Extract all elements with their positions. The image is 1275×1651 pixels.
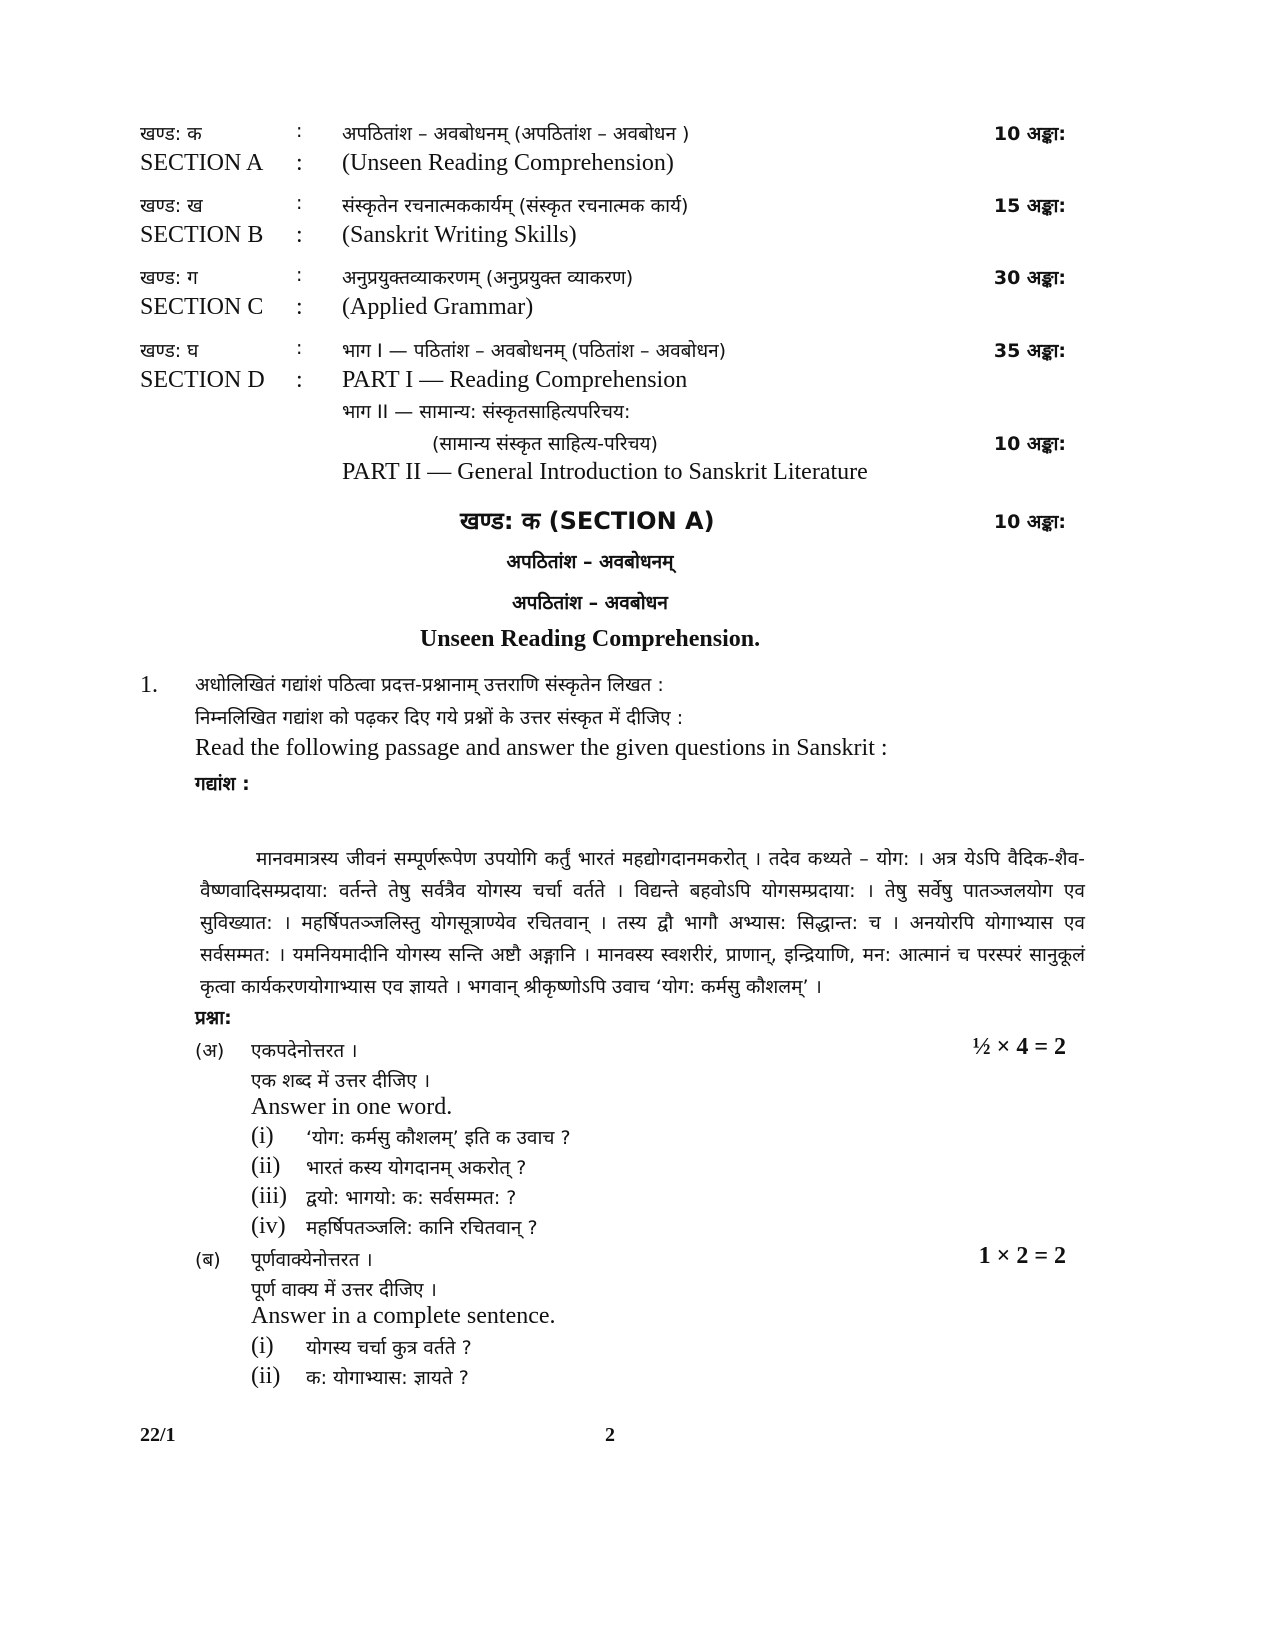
question-item-number: (ii) (251, 1153, 281, 1179)
section-marks: 15 अङ्का: (993, 195, 1066, 217)
question-item-text: क: योगाभ्यास: ज्ञायते ? (306, 1367, 469, 1389)
subquestion-label: (अ) (195, 1040, 225, 1062)
section-title-en: (Applied Grammar) (342, 294, 534, 320)
section-a-subtitle-en: Unseen Reading Comprehension. (419, 626, 761, 652)
question-item-number: (i) (251, 1123, 274, 1149)
question-item-number: (iv) (251, 1213, 286, 1239)
section-marks: 35 अङ्का: (993, 340, 1066, 362)
section-label-hi: खण्ड: ख (140, 195, 203, 217)
question-item-text: भारतं कस्य योगदानम् अकरोत् ? (306, 1157, 527, 1179)
section-label-en: SECTION D (140, 367, 265, 393)
question-item-number: (iii) (251, 1183, 287, 1209)
section-title-en: PART I — Reading Comprehension (342, 367, 688, 393)
question-item-number: (ii) (251, 1363, 281, 1389)
subquestion-marks: 1 × 2 = 2 (978, 1243, 1066, 1269)
question-item-text: द्वयो: भागयो: क: सर्वसम्मत: ? (306, 1187, 517, 1209)
subquestion-title-sa: पूर्णवाक्येनोत्तरत । (251, 1249, 373, 1271)
section-title-en: (Unseen Reading Comprehension) (342, 150, 674, 176)
question-item-number: (i) (251, 1333, 274, 1359)
section-label-hi: खण्ड: घ (140, 340, 199, 362)
colon: : (296, 337, 303, 359)
colon: : (296, 264, 303, 286)
part2-title-hi-2: (सामान्य संस्कृत साहित्य-परिचय) (432, 433, 658, 455)
section-title-hi: संस्कृतेन रचनात्मककार्यम् (संस्कृत रचनात्मक कार्य) (342, 195, 689, 217)
section-title-en: (Sanskrit Writing Skills) (342, 222, 577, 248)
section-a-subtitle-hi: अपठितांश – अवबोधन (512, 592, 668, 614)
passage-label: गद्यांश : (195, 773, 250, 795)
subquestion-title-en: Answer in a complete sentence. (251, 1303, 556, 1329)
section-marks: 10 अङ्का: (993, 123, 1066, 145)
section-a-marks: 10 अङ्का: (993, 511, 1066, 533)
colon: : (296, 192, 303, 214)
section-label-hi: खण्ड: ग (140, 267, 198, 289)
section-label-hi: खण्ड: क (140, 123, 202, 145)
colon: : (296, 222, 303, 248)
section-a-subtitle-sa: अपठितांश – अवबोधनम् (506, 551, 674, 573)
questions-label: प्रश्ना: (195, 1007, 232, 1029)
part2-title-hi: भाग II — सामान्य: संस्कृतसाहित्यपरिचय: (342, 401, 631, 423)
paper-code: 22/1 (140, 1424, 176, 1446)
colon: : (296, 120, 303, 142)
section-a-heading: खण्ड: क (SECTION A) (460, 507, 715, 535)
subquestion-title-en: Answer in one word. (251, 1094, 453, 1120)
instruction-english: Read the following passage and answer the given questions in Sanskrit : (195, 735, 888, 761)
section-label-en: SECTION A (140, 150, 264, 176)
colon: : (296, 367, 303, 393)
section-label-en: SECTION B (140, 222, 264, 248)
section-title-hi: अनुप्रयुक्तव्याकरणम् (अनुप्रयुक्त व्याकरण) (342, 267, 634, 289)
section-title-hi: भाग I — पठितांश – अवबोधनम् (पठितांश – अवबोधन) (342, 340, 727, 362)
subquestion-title-sa: एकपदेनोत्तरत । (251, 1040, 358, 1062)
section-marks: 30 अङ्का: (993, 267, 1066, 289)
part2-marks: 10 अङ्का: (993, 433, 1066, 455)
question-item-text: महर्षिपतञ्जलि: कानि रचितवान् ? (306, 1217, 538, 1239)
question-number: 1. (140, 672, 158, 698)
colon: : (296, 150, 303, 176)
part2-title-en: PART II — General Introduction to Sanskrit Literature (342, 459, 868, 485)
page-number: 2 (605, 1424, 615, 1446)
subquestion-title-hi: एक शब्द में उत्तर दीजिए । (251, 1070, 431, 1092)
passage-text: मानवमात्रस्य जीवनं सम्पूर्णरूपेण उपयोगि कर्तुं भारतं महद्योगदानमकरोत् । तदेव कथ्यते – योग: । अत्र येऽपि वैदिक-शैव-वैष्णवादिसम्प्रदाया: वर्तन्ते तेषु सर्वत्रैव योगस्य चर्चा वर्तते । विद्यन्ते बहवोऽपि योगसम्प्रदाया: । तेषु सर्वेषु पातञ्जलयोग एव सुविख्यात: । महर्षिपतञ्जलिस्तु योगसूत्राण्येव रचितवान् । तस्य द्वौ भागौ अभ्यास: सिद्धान्त: च । अनयोरपि योगाभ्यास एव सर्वसम्मत: । यमनियमादीनि योगस्य सन्ति अष्टौ अङ्गानि । मानवस्य स्वशरीरं, प्राणान्, इन्द्रियाणि, मन: आत्मानं च परस्परं सानुकूलं कृत्वा कार्यकरणयोगाभ्यास एव ज्ञायते । भगवान् श्रीकृष्णोऽपि उवाच ‘योग: कर्मसु कौशलम्’ । (200, 848, 1085, 998)
question-item-text: योगस्य चर्चा कुत्र वर्तते ? (306, 1337, 472, 1359)
question-item-text: ‘योग: कर्मसु कौशलम्’ इति क उवाच ? (306, 1127, 571, 1149)
section-title-hi: अपठितांश – अवबोधनम् (अपठितांश – अवबोधन ) (342, 123, 690, 145)
subquestion-title-hi: पूर्ण वाक्य में उत्तर दीजिए । (251, 1279, 437, 1301)
subquestion-marks: ½ × 4 = 2 (972, 1034, 1066, 1060)
section-label-en: SECTION C (140, 294, 264, 320)
instruction-hindi: निम्नलिखित गद्यांश को पढ़कर दिए गये प्रश्नों के उत्तर संस्कृत में दीजिए : (195, 707, 684, 729)
instruction-sanskrit: अधोलिखितं गद्यांशं पठित्वा प्रदत्त-प्रश्नानाम् उत्तराणि संस्कृतेन लिखत : (195, 674, 664, 696)
subquestion-label: (ब) (195, 1249, 221, 1271)
colon: : (296, 294, 303, 320)
